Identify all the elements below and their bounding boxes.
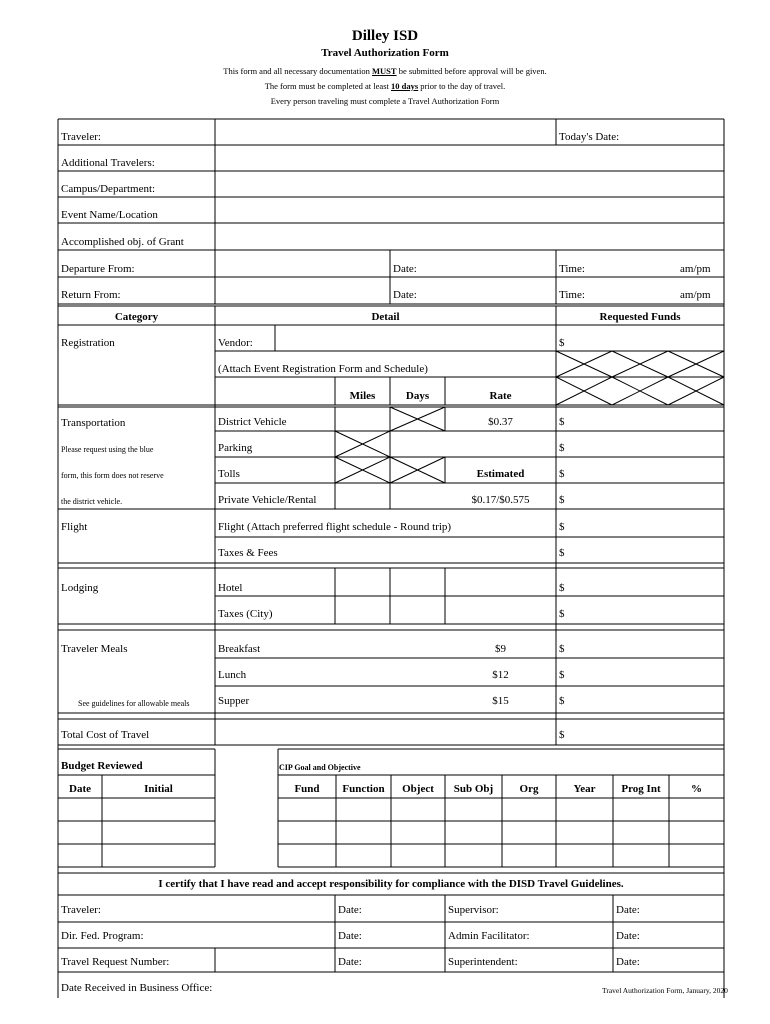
label-campus: Campus/Department: <box>61 183 156 195</box>
sig-supervisor-date: Date: <box>616 904 640 916</box>
cip-col-sub-obj: Sub Obj <box>453 783 494 795</box>
sig-received: Date Received in Business Office: <box>61 982 213 994</box>
footer-version: Travel Authorization Form, January, 2020 <box>602 986 728 995</box>
header-requested: Requested Funds <box>599 311 681 323</box>
dollar-lodging-taxes: $ <box>559 608 565 620</box>
rate-lunch: $12 <box>492 669 509 681</box>
header-detail: Detail <box>371 311 400 323</box>
label-return-time: Time: <box>559 289 585 301</box>
rate-district-vehicle: $0.37 <box>488 416 513 428</box>
cip-col-function: Function <box>342 783 385 795</box>
rate-supper: $15 <box>492 695 509 707</box>
cip-col-fund: Fund <box>294 783 320 795</box>
label-district-vehicle: District Vehicle <box>218 416 287 428</box>
instruction-line-3: Every person traveling must complete a Travel Authorization Form <box>270 96 500 106</box>
dollar-district-vehicle: $ <box>559 416 565 428</box>
label-hotel: Hotel <box>218 582 243 594</box>
header-rate: Rate <box>489 390 512 402</box>
cip-col-percent: % <box>691 783 702 795</box>
label-transportation: Transportation <box>61 417 126 429</box>
header-category: Category <box>114 311 159 323</box>
label-flight: Flight <box>61 521 88 533</box>
dollar-total: $ <box>559 729 565 741</box>
label-return: Return From: <box>61 289 121 301</box>
meals-note: See guidelines for allowable meals <box>78 699 190 708</box>
dollar-lunch: $ <box>559 669 565 681</box>
label-departure-date: Date: <box>393 263 417 275</box>
sig-admin: Admin Facilitator: <box>448 930 530 942</box>
label-todays-date: Today's Date: <box>559 131 620 143</box>
sig-dir-fed: Dir. Fed. Program: <box>61 930 144 942</box>
sig-request-date: Date: <box>338 956 362 968</box>
transport-note-3: the district vehicle. <box>61 497 123 506</box>
label-tolls: Tolls <box>218 468 240 480</box>
label-flight-attach: Flight (Attach preferred flight schedule - Round trip) <box>218 521 452 533</box>
label-grant: Accomplished obj. of Grant <box>61 236 184 248</box>
sig-traveler: Traveler: <box>61 904 101 916</box>
header-miles: Miles <box>349 390 376 402</box>
dollar-breakfast: $ <box>559 643 565 655</box>
label-event: Event Name/Location <box>61 209 158 221</box>
cip-col-object: Object <box>402 783 434 795</box>
label-supper: Supper <box>218 695 250 707</box>
dollar-private-vehicle: $ <box>559 494 565 506</box>
transport-note-2: form, this form does not reserve <box>61 471 164 480</box>
dollar-parking: $ <box>559 442 565 454</box>
org-title: Dilley ISD <box>351 28 419 44</box>
cip-col-org: Org <box>519 783 539 795</box>
form-title: Travel Authorization Form <box>321 47 449 59</box>
label-lunch: Lunch <box>218 669 247 681</box>
rate-private-vehicle: $0.17/$0.575 <box>471 494 530 506</box>
header-days: Days <box>405 390 430 402</box>
sig-admin-date: Date: <box>616 930 640 942</box>
budget-initial-header: Initial <box>144 783 173 795</box>
label-registration: Registration <box>61 337 115 349</box>
label-parking: Parking <box>218 442 253 454</box>
label-total: Total Cost of Travel <box>61 729 150 741</box>
label-vendor: Vendor: <box>218 337 253 349</box>
label-return-ampm: am/pm <box>680 289 711 301</box>
label-return-date: Date: <box>393 289 417 301</box>
dollar-flight-taxes: $ <box>559 547 565 559</box>
cip-title: CIP Goal and Objective <box>279 763 361 772</box>
label-breakfast: Breakfast <box>218 643 261 655</box>
dollar-tolls: $ <box>559 468 565 480</box>
sig-superintendent-date: Date: <box>616 956 640 968</box>
dollar-hotel: $ <box>559 582 565 594</box>
label-lodging-taxes: Taxes (City) <box>218 608 273 620</box>
label-departure-ampm: am/pm <box>680 263 711 275</box>
label-additional-travelers: Additional Travelers: <box>61 157 155 169</box>
dollar-flight: $ <box>559 521 565 533</box>
rate-breakfast: $9 <box>495 643 506 655</box>
sig-superintendent: Superintendent: <box>448 956 518 968</box>
label-estimated: Estimated <box>476 468 525 480</box>
cip-col-prog-int: Prog Int <box>621 783 661 795</box>
budget-date-header: Date <box>69 783 91 795</box>
label-departure-time: Time: <box>559 263 585 275</box>
sig-traveler-date: Date: <box>338 904 362 916</box>
sig-request-number: Travel Request Number: <box>61 956 170 968</box>
label-flight-taxes: Taxes & Fees <box>218 547 278 559</box>
label-lodging: Lodging <box>61 582 99 594</box>
label-private-vehicle: Private Vehicle/Rental <box>218 494 317 506</box>
label-traveler: Traveler: <box>61 131 101 143</box>
sig-supervisor: Supervisor: <box>448 904 499 916</box>
label-departure: Departure From: <box>61 263 135 275</box>
label-meals: Traveler Meals <box>61 643 128 655</box>
dollar-supper: $ <box>559 695 565 707</box>
dollar-registration: $ <box>559 337 565 349</box>
transport-note-1: Please request using the blue <box>61 445 154 454</box>
label-attach-registration: (Attach Event Registration Form and Schedule) <box>218 363 428 375</box>
instruction-line-2: The form must be completed at least 10 days prior to the day of travel. <box>264 81 506 91</box>
certify-statement: I certify that I have read and accept responsibility for compliance with the DISD Travel Guidelines. <box>158 878 624 890</box>
sig-dir-fed-date: Date: <box>338 930 362 942</box>
instruction-line-1: This form and all necessary documentation MUST be submitted before approval will be given. <box>223 66 547 76</box>
cip-col-year: Year <box>573 783 596 795</box>
budget-title: Budget Reviewed <box>61 760 143 772</box>
